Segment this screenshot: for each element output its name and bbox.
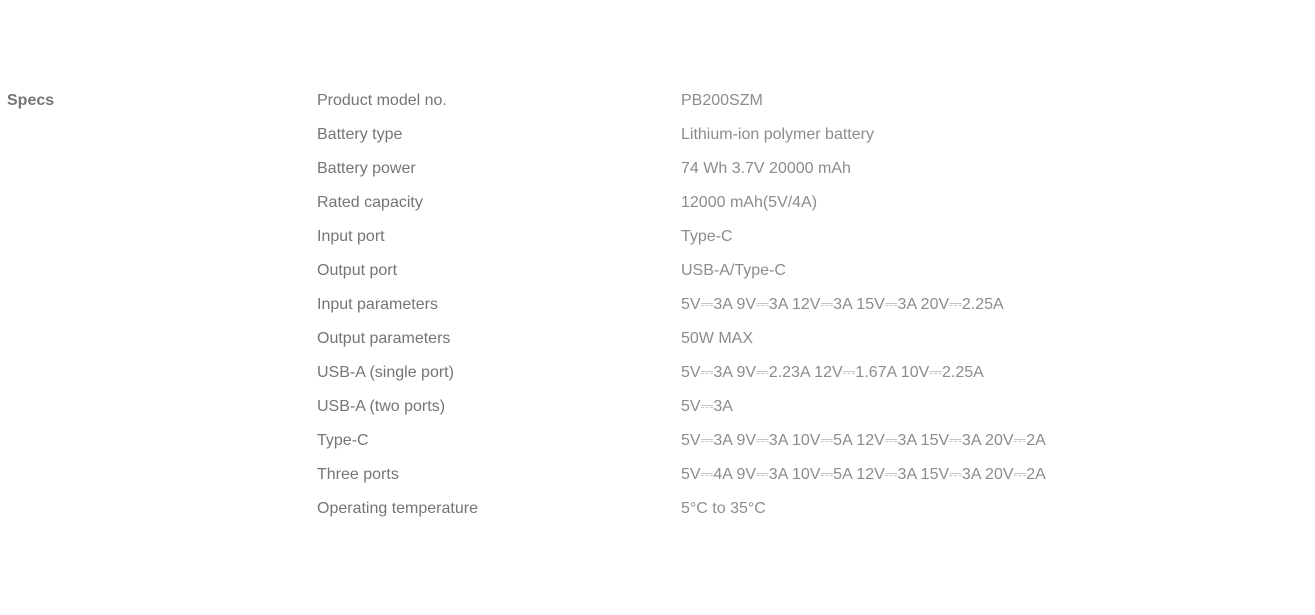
spec-label: Input parameters [317,296,438,313]
spec-row-type-c [317,430,1046,464]
spec-row-battery-power [317,158,1046,192]
spec-row-input-parameters [317,294,1046,328]
spec-list [317,90,1046,532]
spec-value: PB200SZM [681,92,763,109]
spec-value: Lithium-ion polymer battery [681,126,874,143]
spec-row-output-parameters [317,328,1046,362]
spec-value: 12000 mAh(5V/4A) [681,194,818,211]
spec-row-input-port [317,226,1046,260]
section-title: Specs [7,92,55,109]
spec-label: Output parameters [317,330,451,347]
spec-row-output-port [317,260,1046,294]
spec-value: Type-C [681,228,733,245]
spec-label: Three ports [317,466,399,483]
spec-label: Battery power [317,160,416,177]
spec-value: 5V⎓3A 9V⎓3A 12V⎓3A 15V⎓3A 20V⎓2.25A [681,296,1004,313]
spec-label: Operating temperature [317,500,478,517]
spec-row-usb-a-two-ports [317,396,1046,430]
spec-label: Input port [317,228,385,245]
spec-value: USB-A/Type-C [681,262,786,279]
spec-value: 5V⎓3A 9V⎓3A 10V⎓5A 12V⎓3A 15V⎓3A 20V⎓2A [681,432,1046,449]
spec-label: Output port [317,262,398,279]
spec-value: 5V⎓4A 9V⎓3A 10V⎓5A 12V⎓3A 15V⎓3A 20V⎓2A [681,466,1046,483]
spec-row-rated-capacity [317,192,1046,226]
spec-label: USB-A (single port) [317,364,454,381]
spec-row-battery-type [317,124,1046,158]
spec-label: Type-C [317,432,369,449]
spec-value: 5°C to 35°C [681,500,766,517]
spec-value: 50W MAX [681,330,754,347]
spec-row-usb-a-single-port [317,362,1046,396]
spec-row-product-model [317,90,1046,124]
spec-label: Rated capacity [317,194,423,211]
spec-value: 74 Wh 3.7V 20000 mAh [681,160,851,177]
spec-value: 5V⎓3A [681,398,733,415]
spec-row-three-ports [317,464,1046,498]
spec-label: Product model no. [317,92,447,109]
spec-label: Battery type [317,126,403,143]
spec-value: 5V⎓3A 9V⎓2.23A 12V⎓1.67A 10V⎓2.25A [681,364,984,381]
spec-label: USB-A (two ports) [317,398,446,415]
spec-row-operating-temperature [317,498,1046,532]
